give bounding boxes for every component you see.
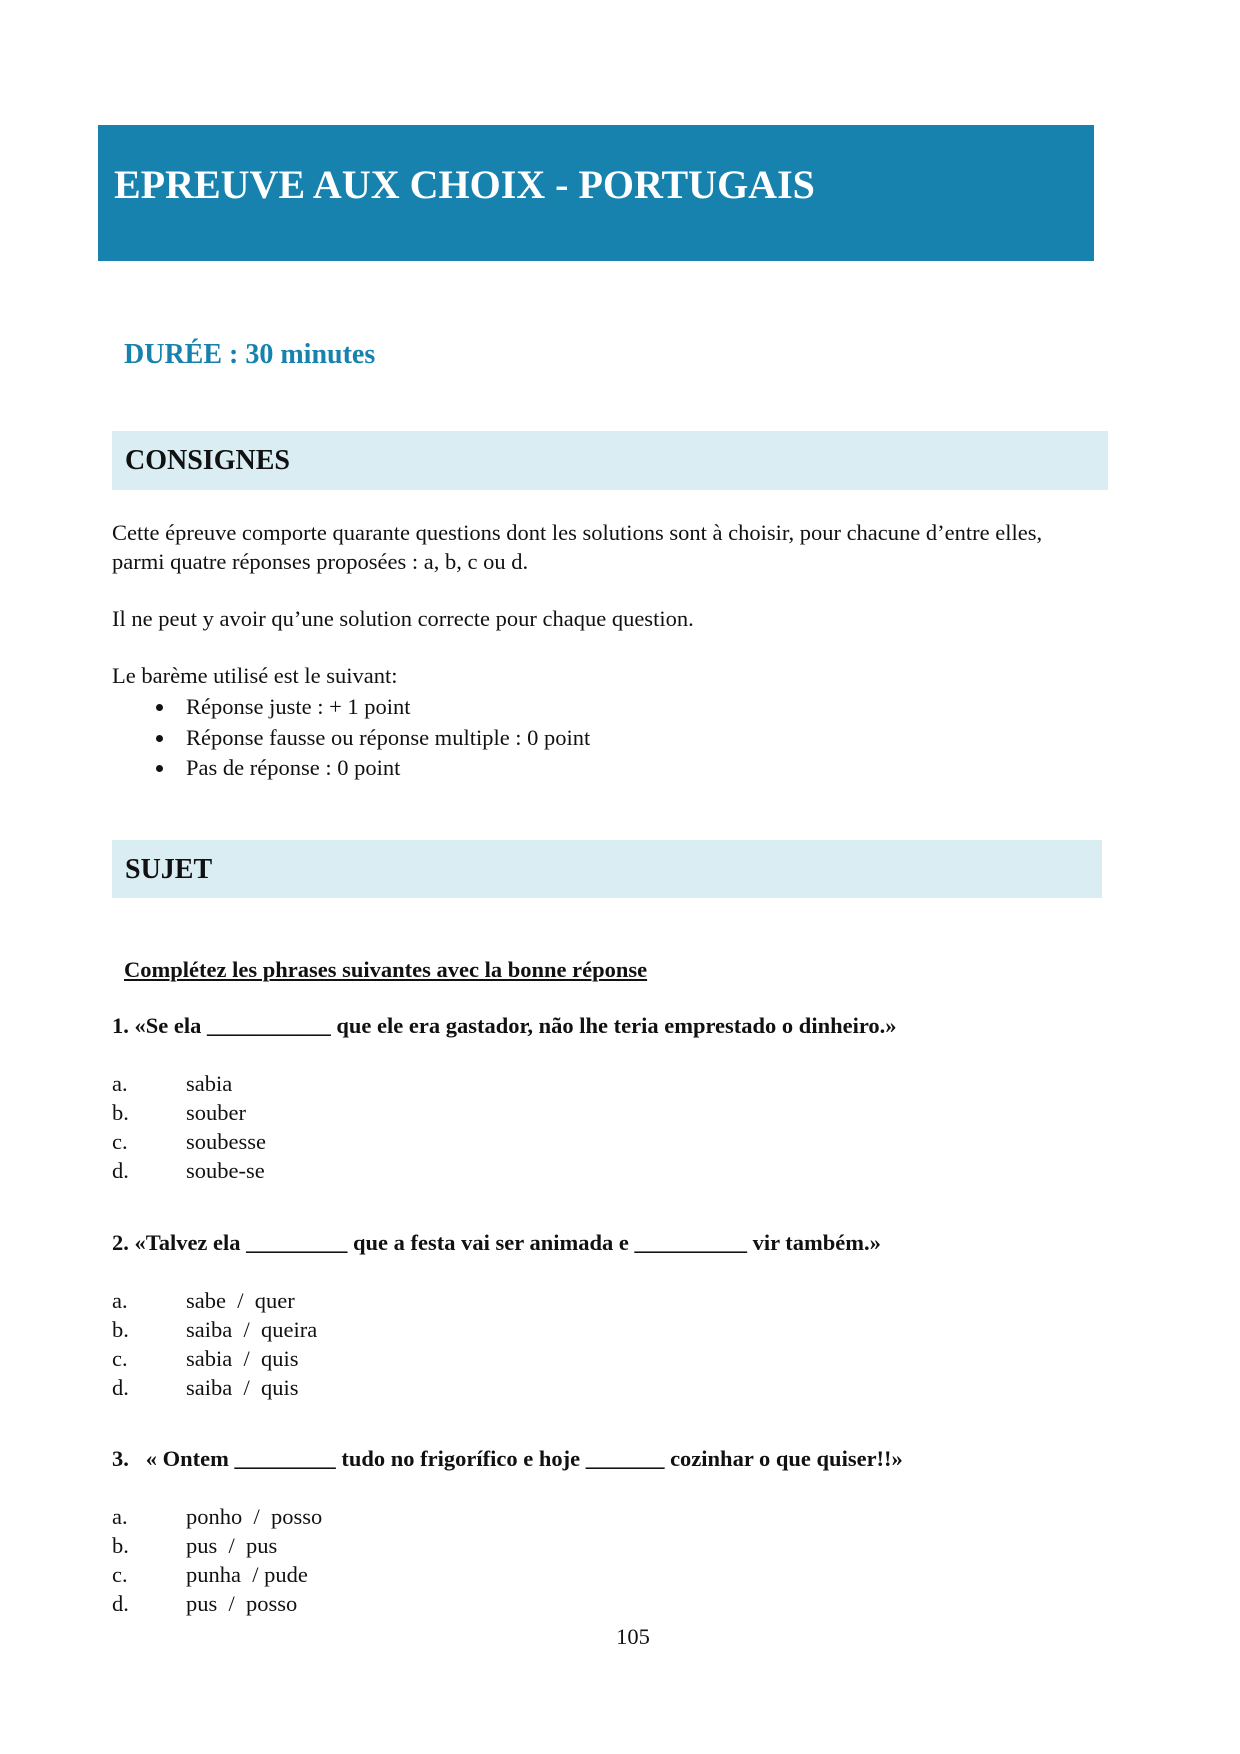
consignes-paragraph-2: Il ne peut y avoir qu’une solution correcte pour chaque question. [112, 606, 694, 631]
consignes-section-header [112, 431, 1108, 490]
option [112, 1531, 322, 1560]
option-text: sabia / quis [186, 1346, 299, 1371]
option [112, 1156, 266, 1185]
option-letter: a. [112, 1071, 128, 1096]
option [112, 1589, 322, 1618]
option-text: pus / pus [186, 1533, 278, 1558]
option [112, 1069, 266, 1098]
option-letter: b. [112, 1100, 129, 1125]
option [112, 1098, 266, 1127]
option [112, 1127, 266, 1156]
option-text: saiba / quis [186, 1375, 299, 1400]
option-text: pus / posso [186, 1591, 298, 1616]
question-3: 3. « Ontem _________ tudo no frigorífico e hoje _______ cozinhar o que quiser!!» [112, 1446, 903, 1471]
option-text: soube-se [186, 1158, 265, 1183]
duration: DURÉE : 30 minutes [124, 339, 376, 370]
option-letter: d. [112, 1158, 129, 1183]
consignes-heading: CONSIGNES [125, 445, 290, 476]
option [112, 1502, 322, 1531]
scale-intro: Le barème utilisé est le suivant: [112, 663, 398, 688]
question-1: 1. «Se ela ___________ que ele era gastador, não lhe teria emprestado o dinheiro.» [112, 1013, 897, 1038]
option-letter: b. [112, 1317, 129, 1342]
option-letter: d. [112, 1591, 129, 1616]
consignes-paragraph-1-line-1: Cette épreuve comporte quarante questions dont les solutions sont à choisir, pour chacune d’entre elles, [112, 520, 1043, 545]
page-number: 105 [616, 1624, 650, 1649]
option [112, 1560, 322, 1589]
option [112, 1315, 317, 1344]
option-letter: b. [112, 1533, 129, 1558]
option [112, 1344, 317, 1373]
title-banner [98, 125, 1094, 261]
scale-item: Réponse fausse ou réponse multiple : 0 point [186, 723, 590, 754]
option-letter: a. [112, 1504, 128, 1529]
instruction: Complétez les phrases suivantes avec la bonne réponse [124, 957, 648, 982]
option [112, 1373, 317, 1402]
scale-item: Pas de réponse : 0 point [186, 753, 590, 784]
scale-list [186, 692, 590, 784]
option-letter: d. [112, 1375, 129, 1400]
question-2: 2. «Talvez ela _________ que a festa vai ser animada e __________ vir também.» [112, 1230, 881, 1255]
option-letter: c. [112, 1562, 128, 1587]
option [112, 1286, 317, 1315]
consignes-paragraph-1 [112, 518, 1172, 576]
option-letter: c. [112, 1129, 128, 1154]
question-2-options [112, 1286, 317, 1402]
option-letter: c. [112, 1346, 128, 1371]
option-text: sabe / quer [186, 1288, 295, 1313]
sujet-section-header [112, 840, 1102, 898]
option-text: souber [186, 1100, 246, 1125]
option-letter: a. [112, 1288, 128, 1313]
sujet-heading: SUJET [125, 854, 213, 885]
option-text: saiba / queira [186, 1317, 318, 1342]
scale-item: Réponse juste : + 1 point [186, 692, 590, 723]
question-1-options [112, 1069, 266, 1185]
option-text: ponho / posso [186, 1504, 323, 1529]
consignes-paragraph-1-line-2: parmi quatre réponses proposées : a, b, c ou d. [112, 549, 529, 574]
question-3-options [112, 1502, 322, 1618]
option-text: punha / pude [186, 1562, 308, 1587]
option-text: soubesse [186, 1129, 266, 1154]
option-text: sabia [186, 1071, 233, 1096]
page-title: EPREUVE AUX CHOIX - PORTUGAIS [114, 162, 815, 207]
